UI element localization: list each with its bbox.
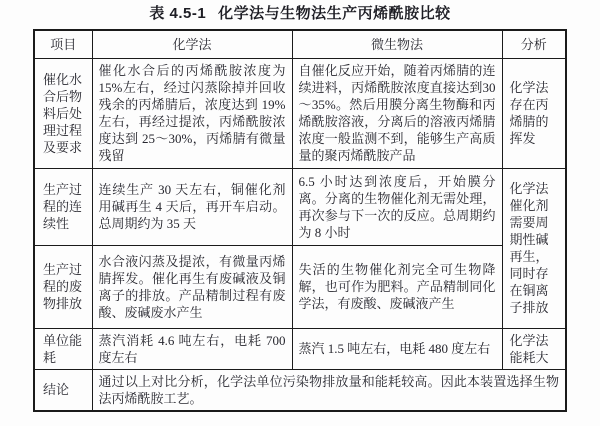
- header-biological: 微生物法: [292, 30, 502, 58]
- cell-post-treatment-item: 催化水合后物料后处理过程及要求: [34, 58, 92, 168]
- row-energy: [34, 328, 566, 369]
- header-row: [34, 30, 566, 58]
- header-item: 项目: [34, 30, 92, 58]
- cell-post-treatment-biological: 自催化反应开始，随着丙烯腈的连续进料，丙烯酰胺浓度直接达到30～35%。然后用膜分离生物酶和丙烯酰胺溶液，分离后的溶液丙烯腈浓度一般监测不到，能够生产高质量的聚丙烯酰胺产品: [292, 58, 502, 168]
- table-title: 化学法与生物法生产丙烯酰胺比较: [218, 5, 451, 22]
- header-analysis: 分析: [502, 30, 566, 58]
- cell-continuity-chemical: 连续生产 30 天左右，铜催化剂用碱再生 4 天后，再开车启动。总周期约为 35 天: [92, 168, 292, 245]
- comparison-table: [33, 29, 567, 412]
- cell-energy-item: 单位能耗: [34, 328, 92, 369]
- cell-post-treatment-chemical: 催化水合后的丙烯酰胺浓度为15%左右，经过闪蒸除掉并回收残余的丙烯腈后，浓度达到 19%左右，再经过提浓，丙烯酰胺浓度达到 25～30%，丙烯腈有微量残留: [92, 58, 292, 168]
- cell-waste-biological: 失活的生物催化剂完全可生物降解，也可作为肥料。产品精制同化学法，有废酸、废碱液产生: [292, 245, 502, 328]
- cell-waste-chemical: 水合液闪蒸及提浓，有微量丙烯腈挥发。催化再生有废碱液及铜离子的排放。产品精制过程有废酸、废碱废水产生: [92, 245, 292, 328]
- cell-energy-chemical: 蒸汽消耗 4.6 吨左右，电耗 700 度左右: [92, 328, 292, 369]
- cell-continuity-biological: 6.5 小时达到浓度后，开始膜分离。分离的生物催化剂无需处理，再次参与下一次的反应。总周期约为 8 小时: [292, 168, 502, 245]
- row-waste: [34, 245, 566, 328]
- cell-energy-biological: 蒸汽 1.5 吨左右，电耗 480 度左右: [292, 328, 502, 369]
- cell-conclusion-text: 通过以上对比分析，化学法单位污染物排放量和能耗较高。因此本装置选择生物法丙烯酰胺工艺。: [92, 369, 566, 411]
- cell-post-treatment-analysis: 化学法存在丙烯腈的挥发: [502, 58, 566, 168]
- header-chemical: 化学法: [92, 30, 292, 58]
- row-continuity: [34, 168, 566, 245]
- cell-continuity-waste-analysis: 化学法催化剂需要周期性碱再生，同时存在铜离子排放: [502, 168, 566, 328]
- row-conclusion: [34, 369, 566, 411]
- row-post-treatment: [34, 58, 566, 168]
- cell-conclusion-item: 结论: [34, 369, 92, 411]
- cell-waste-item: 生产过程的废物排放: [34, 245, 92, 328]
- cell-energy-analysis: 化学法能耗大: [502, 328, 566, 369]
- table-number: 表 4.5-1: [149, 5, 207, 22]
- table-caption: [0, 4, 600, 24]
- cell-continuity-item: 生产过程的连续性: [34, 168, 92, 245]
